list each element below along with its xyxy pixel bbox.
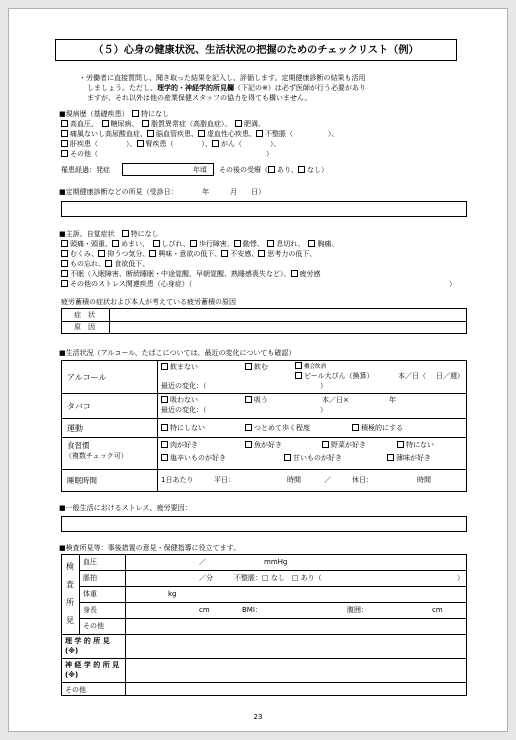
checkbox[interactable] (112, 240, 119, 247)
checkbox[interactable] (268, 166, 275, 173)
checkbox[interactable] (190, 240, 197, 247)
symptoms-row-1: 頭痛・頭重、 めまい、 しびれ、 歩行障害、 動悸、 息切れ、 胸痛、 (61, 240, 338, 249)
checkbox[interactable] (161, 424, 168, 431)
lifestyle-table: アルコール 飲まない 飲む 機会飲酒 ビール大びん（換算） 本／日（ 日／週） 最近の変化：（ ） タバコ 吸わない 吸う 本／日× 年 最近の変化：（ ） 運動 特にしない つとめて歩く程度 積極的にする 食習慣 （複数チェック可） 肉が好き 魚が好き 野菜が好き 特にない 塩辛いものが好き 甘いものが好き 薄味が好き 睡眠時間 1日あたり 平日： 時間 ／ 休日： 時間 (61, 360, 467, 492)
checkbox[interactable] (256, 130, 263, 137)
checkbox[interactable] (235, 120, 242, 127)
checkbox[interactable] (234, 240, 241, 247)
neuro-findings-label: 神 経 学 的 所 見 (65, 661, 120, 669)
checkbox[interactable] (322, 441, 329, 448)
checkbox[interactable] (137, 140, 144, 147)
checkbox[interactable] (267, 240, 274, 247)
checkbox[interactable] (284, 454, 291, 461)
fatigue-symptom-label: 症 状 (74, 311, 95, 319)
checkbox[interactable] (245, 396, 252, 403)
checkbox[interactable] (212, 140, 219, 147)
history-row-2: 痛風ないし高尿酸血症、 脳血管疾患、 虚血性心疾患、 不整脈（ ）、 (61, 130, 339, 139)
lifestyle-heading: ■生活状況（アルコール、たばこについては、最近の変化についても確認） (59, 349, 296, 357)
checkbox[interactable] (61, 270, 68, 277)
checkbox[interactable] (147, 130, 154, 137)
checkbox[interactable] (105, 260, 112, 267)
treatment-after: その後の受療（ あり、 なし） (219, 166, 328, 174)
history-row-4: その他（ ） (61, 150, 273, 159)
checkbox[interactable] (102, 120, 109, 127)
history-row-1: 高血圧、 糖尿病、 脂質異常症（高脂血症）、 肥満、 (61, 120, 265, 129)
diet-label: 食習慣 (67, 441, 90, 450)
intro-line-2: しましょう。ただし、理学的・神経学的所見欄（下記の※）は必ず医師が行う必要があり (87, 84, 366, 92)
checkbox[interactable] (295, 362, 302, 369)
checkbox[interactable] (245, 363, 252, 370)
symptoms-row-2: むくみ、 抑うつ気分、 興味・意欲の低下、 不安感、 思考力の低下、 (61, 250, 316, 259)
alcohol-label: アルコール (67, 373, 107, 382)
symptoms-row-5-close: ） (449, 280, 456, 288)
checkbox[interactable] (132, 110, 139, 117)
checkbox[interactable] (61, 260, 68, 267)
bp-label: 血圧 (83, 558, 97, 566)
checkbox[interactable] (161, 441, 168, 448)
exam-other2-label: その他 (65, 686, 86, 694)
exam-table: 検 査 所 見 血圧 ／ mmHg 脈拍 ／分 不整脈：□ なし □ あり（ ） 体重 kg 身長 cm BMI： 腹囲： cm その他 理 学 的 所 見 (※) 神 経 学 的 所 見 (※) その他 (61, 554, 467, 696)
checkbox[interactable] (149, 250, 156, 257)
checkbox[interactable] (295, 372, 302, 379)
exam-other-label: その他 (83, 622, 104, 630)
checkbox[interactable] (61, 130, 68, 137)
page-number: 23 (253, 713, 263, 721)
checkbox[interactable] (387, 454, 394, 461)
pulse-label: 脈拍 (83, 574, 97, 582)
checkbox[interactable] (245, 424, 252, 431)
weight-label: 体重 (83, 590, 97, 598)
onset-label: 罹患経過：発症 (61, 166, 110, 174)
checkbox[interactable] (61, 250, 68, 257)
onset-unit: 年頃 (193, 166, 207, 174)
checkup-field[interactable] (61, 201, 467, 217)
checkbox[interactable] (153, 240, 160, 247)
sleep-label: 睡眠時間 (67, 476, 97, 485)
stress-field[interactable] (61, 516, 467, 532)
fatigue-table (61, 308, 467, 334)
history-heading: ■現病歴（基礎疾患） 特になし (59, 110, 170, 118)
checkbox[interactable] (161, 396, 168, 403)
symptoms-heading: ■主訴、自覚症状 特になし (59, 230, 159, 238)
checkbox[interactable] (291, 270, 298, 277)
checkbox[interactable] (142, 120, 149, 127)
checkbox[interactable] (161, 454, 168, 461)
checkbox[interactable] (61, 120, 68, 127)
document-page (8, 8, 508, 732)
exercise-label: 運動 (67, 424, 83, 433)
physical-findings-label: 理 学 的 所 見 (65, 637, 110, 645)
history-row-3: 肝疾患（ ）、 腎疾患（ ）、 がん（ ）、 (61, 140, 281, 149)
fatigue-cause-label: 原 因 (74, 323, 95, 331)
checkbox[interactable] (61, 280, 68, 287)
checkbox[interactable] (258, 250, 265, 257)
checkbox[interactable] (122, 230, 129, 237)
checkbox[interactable] (161, 363, 168, 370)
intro-line-1: ・労働者に直接質問し、聞き取った結果を記入し、評価します。定期健康診断の結果も活用 (79, 74, 366, 82)
checkbox[interactable] (397, 441, 404, 448)
fatigue-heading: 疲労蓄積の症状および本人が考えている疲労蓄積の原因 (61, 298, 236, 306)
checkbox[interactable] (298, 166, 305, 173)
checkbox[interactable] (352, 424, 359, 431)
checkbox[interactable] (198, 130, 205, 137)
tobacco-label: タバコ (67, 402, 91, 411)
height-label: 身長 (83, 606, 97, 614)
checkbox[interactable] (61, 140, 68, 147)
symptoms-row-4: 不眠（入眠障害、断続睡眠・中途覚醒、早朝覚醒、熟睡感喪失など）、 疲労感 (61, 270, 321, 279)
page-title: （５）心身の健康状況、生活状況の把握のためのチェックリスト（例） (55, 39, 457, 61)
checkbox[interactable] (245, 441, 252, 448)
symptoms-row-3: もの忘れ、 食欲低下、 (61, 260, 149, 269)
symptoms-row-5: その他のストレス関連疾患（心身症）（ (61, 280, 192, 289)
exam-heading: ■検査所見等：事後措置の意見・保健指導に役立てます。 (59, 544, 241, 552)
stress-heading: ■一般生活におけるストレス、疲労要因： (59, 504, 192, 512)
checkbox[interactable] (221, 250, 228, 257)
checkbox[interactable] (61, 150, 68, 157)
checkbox[interactable] (98, 250, 105, 257)
intro-line-3: ますが、それ以外は他の産業保健スタッフの協力を得ても構いません。 (87, 94, 312, 102)
checkbox[interactable] (308, 240, 315, 247)
checkup-heading: ■定期健康診断などの所見（受診日： 年 月 日） (59, 188, 266, 196)
checkbox[interactable] (61, 240, 68, 247)
